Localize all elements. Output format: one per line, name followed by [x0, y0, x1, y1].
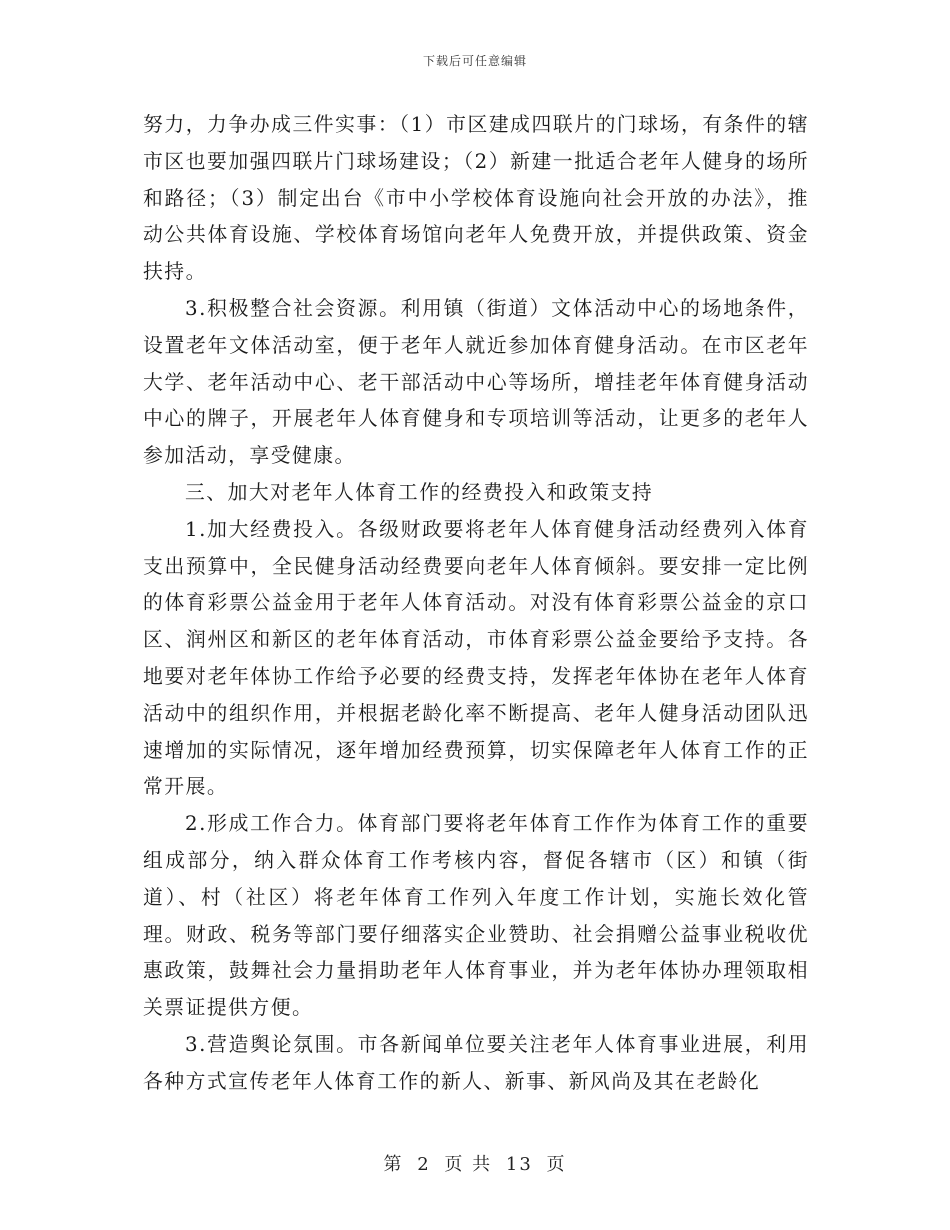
paragraph-continued: 努力，力争办成三件实事：（1）市区建成四联片的门球场，有条件的辖市区也要加强四联片门球场建设；（2）新建一批适合老年人健身的场所和路径；（3）制定出台《市中小学校体育设施向社会开放的办法》，推动公共体育设施、学校体育场馆向老年人免费开放，并提供政策、资金扶持。 — [143, 113, 809, 284]
section-heading-funding: 三、加大对老年人体育工作的经费投入和政策支持 — [185, 480, 654, 504]
footer-prefix: 第 — [383, 1154, 404, 1175]
current-page-number: 2 — [417, 1154, 431, 1175]
footer-middle: 页 共 — [444, 1154, 493, 1175]
paragraph-work-synergy: 2.形成工作合力。体育部门要将老年体育工作作为体育工作的重要组成部分，纳入群众体育工作考核内容，督促各辖市（区）和镇（街道）、村（社区）将老年体育工作列入年度工作计划，实施长效化管理。财政、税务等部门要仔细落实企业赞助、社会捐赠公益事业税收优惠政策，鼓舞社会力量捐助老年人体育事业，并为老年体协办理领取相关票证提供方便。 — [143, 812, 809, 1020]
page-footer — [0, 1150, 950, 1176]
paragraph-public-opinion: 3.营造舆论氛围。市各新闻单位要关注老年人体育事业进展，利用各种方式宣传老年人体育工作的新人、新事、新风尚及其在老龄化 — [143, 1032, 809, 1093]
paragraph-social-resources: 3.积极整合社会资源。利用镇（街道）文体活动中心的场地条件，设置老年文体活动室，便于老年人就近参加体育健身活动。在市区老年大学、老年活动中心、老干部活动中心等场所，增挂老年体育健身活动中心的牌子，开展老年人体育健身和专项培训等活动，让更多的老年人参加活动，享受健康。 — [143, 296, 809, 468]
paragraph-funding-input: 1.加大经费投入。各级财政要将老年人体育健身活动经费列入体育支出预算中，全民健身活动经费要向老年人体育倾斜。要安排一定比例的体育彩票公益金用于老年人体育活动。对没有体育彩票公益金的京口区、润州区和新区的老年体育活动，市体育彩票公益金要给予支持。各地要对老年体协工作给予必要的经费支持，发挥老年体协在老年人体育活动中的组织作用，并根据老龄化率不断提高、老年人健身活动团队迅速增加的实际情况，逐年增加经费预算，切实保障老年人体育工作的正常开展。 — [143, 517, 809, 799]
document-body — [143, 107, 809, 1101]
total-page-count: 13 — [505, 1154, 533, 1175]
footer-suffix: 页 — [546, 1154, 567, 1175]
page-header: 下载后可任意编辑 — [422, 54, 527, 68]
